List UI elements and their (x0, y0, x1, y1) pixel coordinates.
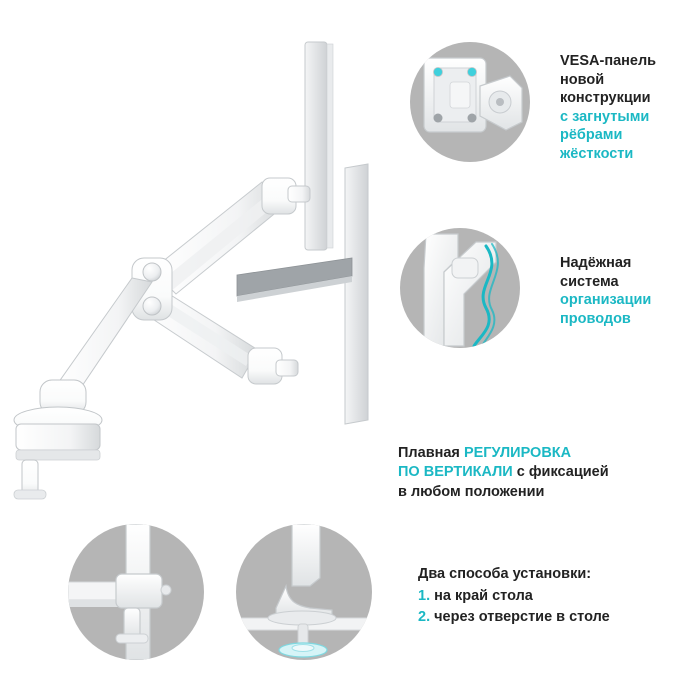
note-line-2 (398, 463, 678, 482)
mounting-option-1-num: 1. (418, 588, 431, 604)
mounting-options-text (418, 566, 688, 627)
callout-vesa-line-6: жёсткости (560, 145, 634, 162)
vesa-plate-icon (410, 42, 530, 162)
mounting-option-2-num: 2. (418, 608, 431, 625)
desk-clamp (14, 407, 102, 499)
note-line-1 (398, 444, 678, 463)
callout-vesa-icon (410, 42, 530, 162)
desk-clamp-icon (68, 524, 204, 660)
callout-cables-line-3: организации (560, 292, 652, 309)
mounting-icon-desk-edge (68, 524, 204, 660)
callout-cables-icon (400, 228, 520, 348)
mounting-option-1 (418, 586, 688, 607)
callout-cables-line-4: проводов (560, 310, 631, 327)
callout-vesa-line-4: с загнутыми (560, 108, 650, 125)
note-line-3: в любом положении (398, 483, 545, 500)
callout-cables-line-1: Надёжная (560, 255, 632, 271)
cable-management-icon (400, 228, 520, 348)
mounting-option-1-label: на край стола (430, 588, 533, 604)
callout-vesa-text (560, 52, 695, 163)
monitor-panel-rear (305, 42, 333, 250)
note-line-2-plain: с фиксацией (512, 464, 609, 481)
callout-vesa-line-5: рёбрами (560, 127, 623, 144)
monitor-arm-illustration (0, 20, 420, 500)
note-line-2-accent: ПО ВЕРТИКАЛИ (398, 464, 513, 481)
callout-cables-line-2: система (560, 273, 619, 290)
mounting-icon-grommet (236, 524, 372, 660)
vertical-adjustment-note (398, 444, 678, 502)
base-column (40, 278, 152, 414)
note-line-1-accent: РЕГУЛИРОВКА (463, 445, 572, 461)
grommet-mount-icon (236, 524, 372, 660)
callout-vesa-line-1: VESA-панель (560, 53, 657, 69)
mounting-option-2 (418, 607, 688, 628)
callout-vesa-line-3: конструкции (560, 90, 651, 107)
callout-vesa-line-2: новой (560, 71, 605, 88)
note-line-1-plain: Плавная (398, 445, 464, 461)
monitor-arm-svg (0, 20, 420, 500)
callout-cables-text (560, 254, 700, 328)
mounting-title: Два способа установки: (418, 566, 592, 582)
mounting-option-2-label: через отверстие в столе (430, 608, 610, 625)
